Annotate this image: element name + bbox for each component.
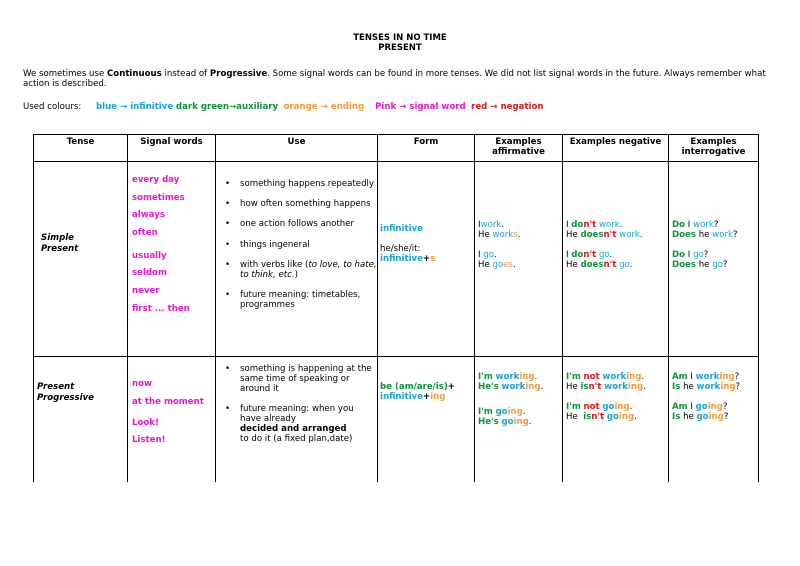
header-negative: Examples negative	[563, 135, 669, 162]
title-line: TENSES IN NO TIME	[353, 33, 447, 43]
signal-word: seldom	[132, 268, 167, 279]
cell-interrogative	[669, 357, 759, 483]
example	[672, 382, 758, 392]
signal-word: Listen!	[132, 435, 166, 446]
form-plus: +	[422, 392, 431, 402]
example: I don't work.	[566, 220, 623, 230]
legend-pink: Pink → signal word	[375, 102, 466, 112]
use-item: • something happens repeatedly	[225, 179, 377, 189]
verb: work	[598, 220, 620, 230]
verb: work	[495, 372, 520, 382]
cell-use	[216, 357, 378, 483]
verb: go	[712, 260, 723, 270]
negation: n't	[603, 230, 617, 240]
legend-red: red → negation	[471, 102, 544, 112]
example	[478, 230, 562, 240]
example: He isn't working.	[566, 382, 646, 392]
verb: work	[712, 230, 733, 240]
header-form: Form	[378, 135, 475, 162]
table-row-simple-present	[34, 162, 759, 357]
pronoun: I	[690, 372, 693, 382]
ending: s	[513, 230, 518, 240]
verb: go	[492, 260, 504, 270]
example	[478, 260, 562, 270]
document-title	[0, 33, 800, 53]
signal-word: never	[132, 285, 160, 296]
verb: go	[598, 250, 610, 260]
auxiliary: I'm	[566, 372, 581, 382]
form-text	[378, 162, 474, 264]
negative-examples	[563, 162, 668, 270]
auxiliary: Do	[672, 250, 686, 260]
auxiliary: is	[580, 382, 589, 392]
example	[672, 412, 758, 422]
auxiliary: I'm	[478, 407, 493, 417]
header-tense: Tense	[34, 135, 128, 162]
punct: ?	[722, 402, 728, 412]
intro-text-3: . Some signal words can be found in more tenses. We did not list signal words in the future. Always remember what action is described.	[23, 69, 766, 89]
punct: .	[517, 230, 521, 240]
use-text: future meaning: when you have already	[240, 404, 354, 424]
verb: go	[501, 417, 514, 427]
use-item: • how often something happens	[225, 199, 377, 209]
ending: ing	[519, 372, 535, 382]
auxiliary: I'm	[566, 402, 581, 412]
example: He doesn't go.	[566, 260, 633, 270]
auxiliary: does	[580, 230, 604, 240]
tense-word-2: Present	[41, 244, 79, 254]
signal-word: now	[132, 379, 152, 389]
signal-list	[128, 162, 215, 321]
example: I'm not working.	[566, 372, 645, 382]
pronoun: I	[478, 250, 481, 260]
auxiliary: does	[580, 260, 604, 270]
punct: ?	[723, 412, 729, 422]
example	[478, 250, 562, 260]
example	[672, 260, 758, 270]
cell-tense	[34, 357, 128, 483]
example: He's going.	[478, 417, 532, 427]
use-text: to do it (a fixed plan,date)	[240, 434, 353, 444]
intro-paragraph	[23, 69, 783, 89]
subtitle-line: PRESENT	[378, 43, 422, 53]
form-ending: s	[430, 254, 436, 264]
use-list	[216, 364, 377, 444]
example	[672, 372, 758, 382]
verb: go	[495, 407, 508, 417]
verb: work	[602, 372, 627, 382]
cell-affirmative	[475, 357, 563, 483]
example: I'm not going.	[566, 402, 633, 412]
verb: go	[696, 412, 709, 422]
pronoun: He	[566, 230, 578, 240]
tense-word-1: Present	[37, 382, 75, 392]
punct: ?	[732, 230, 738, 240]
negation: n't	[603, 260, 617, 270]
signal-word: always	[132, 210, 165, 221]
cell-signal-words	[128, 357, 216, 483]
cell-form	[378, 162, 475, 357]
punct: .	[501, 220, 505, 230]
pronoun: I	[687, 250, 691, 260]
form-ending: ing	[430, 392, 446, 402]
use-bold: decided and arranged	[240, 424, 347, 434]
intro-text-2: instead of	[161, 69, 210, 79]
legend-green: dark green→auxiliary	[175, 102, 279, 112]
example: I don't go.	[566, 250, 613, 260]
use-item: • things ingeneral	[225, 240, 377, 250]
signal-list	[128, 357, 215, 453]
example	[672, 250, 758, 260]
ending: ing	[626, 372, 642, 382]
verb: go	[602, 402, 615, 412]
header-signal-words: Signal words	[128, 135, 216, 162]
verb: go	[483, 250, 494, 260]
cell-negative	[563, 357, 669, 483]
intro-continuous: Continuous	[106, 69, 162, 79]
punct: ?	[734, 372, 740, 382]
use-text: )	[294, 270, 298, 280]
ending: es	[503, 260, 513, 270]
auxiliary: Is	[672, 382, 681, 392]
pronoun: I	[687, 220, 691, 230]
punct: .	[512, 260, 516, 270]
form-infinitive: infinitive	[380, 224, 423, 234]
negative-examples	[563, 357, 668, 422]
use-item	[225, 404, 377, 444]
form-plus: +	[447, 382, 455, 392]
form-text	[378, 357, 474, 402]
auxiliary: Am	[672, 372, 688, 382]
header-int-1: Examples	[690, 137, 737, 147]
cell-form	[378, 357, 475, 483]
ending: ing	[720, 382, 736, 392]
pronoun: He	[566, 412, 578, 422]
verb: work	[501, 382, 526, 392]
negation: not	[583, 402, 600, 412]
ending: ing	[719, 372, 735, 382]
header-affirmative	[475, 135, 563, 162]
cell-affirmative	[475, 162, 563, 357]
verb: go	[619, 260, 630, 270]
header-interrogative	[669, 135, 759, 162]
example	[672, 402, 758, 412]
negation: n't	[583, 220, 597, 230]
table-row-present-progressive	[34, 357, 759, 483]
cell-tense	[34, 162, 128, 357]
tense-word-1: Simple	[41, 233, 75, 243]
form-auxiliary: be (am/are/is)	[380, 382, 448, 392]
ending: ing	[707, 402, 723, 412]
cell-use	[216, 162, 378, 357]
cell-signal-words	[128, 162, 216, 357]
use-text: with verbs like (	[240, 260, 309, 270]
intro-text-1: We sometimes use	[23, 69, 107, 79]
signal-word: at the moment	[132, 396, 204, 407]
cell-interrogative	[669, 162, 759, 357]
use-item: • something is happening at the same time of speaking or around it	[225, 364, 377, 394]
punct: ?	[703, 250, 709, 260]
ending: ing	[525, 382, 541, 392]
pronoun: I	[478, 220, 481, 230]
use-item: • future meaning: timetables, programmes	[225, 290, 377, 310]
use-italic-verbs: to love, to hate, to think, etc.	[240, 260, 377, 280]
verb: work	[619, 230, 640, 240]
negation: not	[583, 372, 600, 382]
legend-blue: blue → infinitive	[95, 102, 174, 112]
pronoun: He	[566, 382, 578, 392]
pronoun: I	[566, 250, 569, 260]
example	[672, 230, 758, 240]
header-use: Use	[216, 135, 378, 162]
legend-label: Used colours:	[23, 102, 82, 112]
signal-word: first ... then	[132, 303, 190, 314]
pronoun: He	[566, 260, 578, 270]
example: He's working.	[478, 382, 544, 392]
form-plus: +	[422, 254, 431, 264]
tenses-table	[33, 134, 759, 482]
auxiliary: Is	[672, 412, 681, 422]
interrogative-examples	[669, 357, 758, 422]
pronoun: he	[683, 382, 694, 392]
example: He isn't going.	[566, 412, 637, 422]
negation: n't	[591, 412, 605, 422]
use-item	[225, 260, 377, 280]
example: He doesn't work.	[566, 230, 643, 240]
verb: work	[604, 382, 628, 392]
form-inf: infinitive	[380, 254, 423, 264]
auxiliary: Do	[672, 220, 686, 230]
header-aff-2: affirmative	[492, 147, 545, 157]
pronoun: he	[698, 260, 710, 270]
verb: work	[492, 230, 514, 240]
colour-legend	[23, 102, 544, 112]
form-line	[380, 392, 474, 402]
auxiliary: Does	[672, 230, 696, 240]
ending: ing	[507, 407, 523, 417]
pronoun: He	[478, 260, 490, 270]
pronoun: I	[566, 220, 569, 230]
punct: ?	[735, 382, 741, 392]
signal-word: sometimes	[132, 192, 185, 203]
pronoun: I	[690, 402, 693, 412]
punct: .	[493, 250, 497, 260]
auxiliary: is	[583, 412, 592, 422]
use-item: • one action follows another	[225, 219, 377, 229]
ending: ing	[627, 382, 644, 392]
tense-word-2: Progressive	[37, 393, 95, 403]
interrogative-examples	[669, 162, 758, 270]
signal-word: often	[132, 227, 158, 238]
cell-negative	[563, 162, 669, 357]
auxiliary: Does	[672, 260, 696, 270]
verb: work	[480, 220, 502, 230]
verb: go	[606, 412, 619, 422]
ending: ing	[614, 402, 630, 412]
form-line	[380, 382, 474, 392]
header-aff-1: Examples	[495, 137, 542, 147]
negation: n't	[583, 250, 597, 260]
form-he-she-it: he/she/it:	[380, 244, 421, 254]
punct: ?	[722, 260, 728, 270]
auxiliary: I'm	[478, 372, 493, 382]
intro-progressive: Progressive	[209, 69, 268, 79]
verb: work	[696, 382, 721, 392]
example	[672, 220, 758, 230]
affirmative-examples	[475, 162, 562, 270]
pronoun: he	[698, 230, 710, 240]
verb: work	[695, 372, 720, 382]
example: I'm going.	[478, 407, 526, 417]
signal-word: Look!	[132, 417, 159, 428]
table-header-row	[34, 135, 759, 162]
auxiliary: do	[571, 220, 584, 230]
verb: go	[693, 250, 704, 260]
pronoun: he	[683, 412, 694, 422]
tense-label	[34, 162, 127, 255]
affirmative-examples	[475, 357, 562, 427]
form-inf: infinitive	[380, 392, 423, 402]
pronoun: He	[478, 230, 490, 240]
header-int-2: interrogative	[681, 147, 746, 157]
punct: ?	[713, 220, 719, 230]
use-list	[216, 179, 377, 310]
verb: work	[693, 220, 714, 230]
example: I'm working.	[478, 372, 538, 382]
legend-orange: orange → ending	[283, 102, 365, 112]
signal-word: usually	[132, 250, 167, 261]
auxiliary: He's	[478, 382, 499, 392]
ending: ing	[618, 412, 635, 422]
auxiliary: Am	[672, 402, 688, 412]
verb: go	[695, 402, 708, 412]
ending: ing	[513, 417, 529, 427]
example	[478, 220, 562, 230]
negation: n't	[588, 382, 602, 392]
ending: ing	[708, 412, 724, 422]
auxiliary: He's	[478, 417, 499, 427]
signal-word: every day	[132, 175, 180, 185]
auxiliary: do	[571, 250, 584, 260]
form-infinitive-s	[380, 254, 474, 264]
tense-label	[34, 357, 127, 404]
